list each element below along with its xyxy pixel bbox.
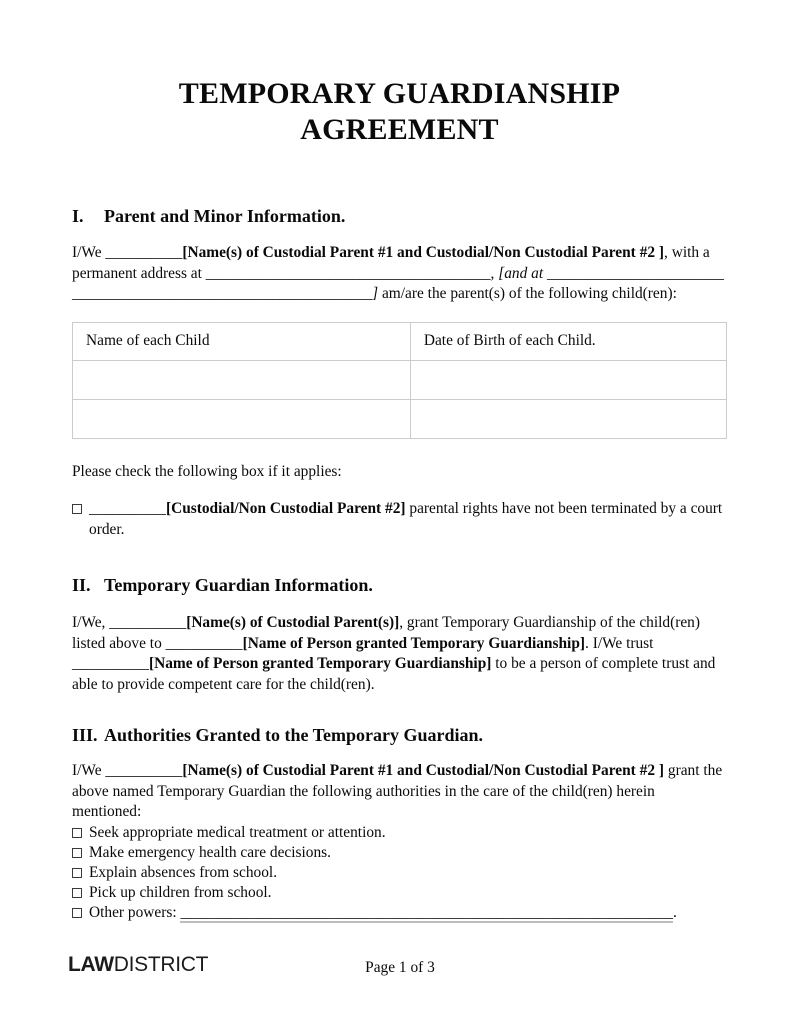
title-line-2: AGREEMENT: [300, 113, 499, 146]
section-temporary-guardian-information: [72, 574, 727, 695]
checkbox-item-label: Pick up children from school.: [89, 883, 272, 901]
authorities-checklist: [72, 823, 727, 923]
checkbox-item-label: Seek appropriate medical treatment or attention.: [89, 823, 386, 841]
checkbox[interactable]: [72, 888, 82, 898]
checkbox-item-school-absences: [72, 863, 727, 883]
checkbox-item-emergency-decisions: [72, 843, 727, 863]
section-3-number: III.: [72, 725, 98, 745]
checkbox-item-other-powers: [72, 903, 727, 923]
checkbox[interactable]: [72, 908, 82, 918]
checkbox-item-school-pickup: [72, 883, 727, 903]
checkbox[interactable]: [72, 828, 82, 838]
children-table-header-row: [73, 322, 727, 360]
column-header-child-name: Name of each Child: [73, 322, 411, 360]
checkbox-item-label: Explain absences from school.: [89, 863, 278, 881]
section-1-heading: [72, 205, 727, 228]
section-1-heading-label: Parent and Minor Information.: [104, 206, 346, 226]
other-powers-label: Other powers: ________________________________________________________________.: [89, 903, 677, 921]
section-parent-minor-information: [72, 205, 727, 540]
checkbox-item-parental-rights-label: __________[Custodial/Non Custodial Parent #2] parental rights have not been terminated by a court order.: [89, 500, 723, 538]
section-2-number: II.: [72, 575, 91, 595]
child-dob-cell[interactable]: [410, 360, 726, 399]
section-2-intro-paragraph: I/We, __________[Name(s) of Custodial Parent(s)], grant Temporary Guardianship of the child(ren) listed above to __________[Name of Person granted Temporary Guardianship]. I/We trust __________[Name of Person granted Temporary Guardianship] to be a person of complete trust and able to provide competent care for the child(ren).: [72, 614, 716, 693]
section-3-heading: [72, 724, 727, 747]
child-name-cell[interactable]: [73, 360, 411, 399]
checkbox[interactable]: [72, 848, 82, 858]
section-1-number: I.: [72, 206, 84, 226]
checkbox-item-parental-rights: [72, 499, 727, 540]
column-header-child-dob: Date of Birth of each Child.: [410, 322, 726, 360]
title-line-1: TEMPORARY GUARDIANSHIP: [178, 77, 621, 110]
table-row: [73, 399, 727, 438]
lawdistrict-logo: [68, 953, 208, 977]
child-dob-cell[interactable]: [410, 399, 726, 438]
section-3-heading-label: Authorities Granted to the Temporary Guardian.: [104, 725, 484, 745]
document-title: [72, 76, 727, 148]
page-indicator: Page 1 of 3: [365, 959, 435, 976]
section-authorities-granted: [72, 724, 727, 923]
checkbox[interactable]: [72, 504, 82, 514]
section-2-heading-label: Temporary Guardian Information.: [104, 575, 373, 595]
child-name-cell[interactable]: [73, 399, 411, 438]
logo-law: LAW: [68, 953, 114, 976]
check-prompt: Please check the following box if it applies:: [72, 462, 342, 480]
section-3-intro-paragraph: I/We __________[Name(s) of Custodial Parent #1 and Custodial/Non Custodial Parent #2 ] grant the above named Temporary Guardian the following authorities in the care of the child(ren) herein mentioned:: [72, 762, 723, 820]
section-2-heading: [72, 574, 727, 597]
children-table: [72, 322, 727, 439]
section-1-intro-paragraph: I/We __________[Name(s) of Custodial Parent #1 and Custodial/Non Custodial Parent #2 ], with a permanent address at _____________________________________, [and at ______________________________________________________________] am/are the parent(s) of the following child(ren):: [72, 244, 724, 302]
page-footer: [0, 951, 800, 985]
checkbox-item-label: Make emergency health care decisions.: [89, 843, 332, 861]
checkbox-item-medical-treatment: [72, 823, 727, 843]
checkbox[interactable]: [72, 868, 82, 878]
table-row: [73, 360, 727, 399]
logo-district: DISTRICT: [113, 953, 209, 976]
